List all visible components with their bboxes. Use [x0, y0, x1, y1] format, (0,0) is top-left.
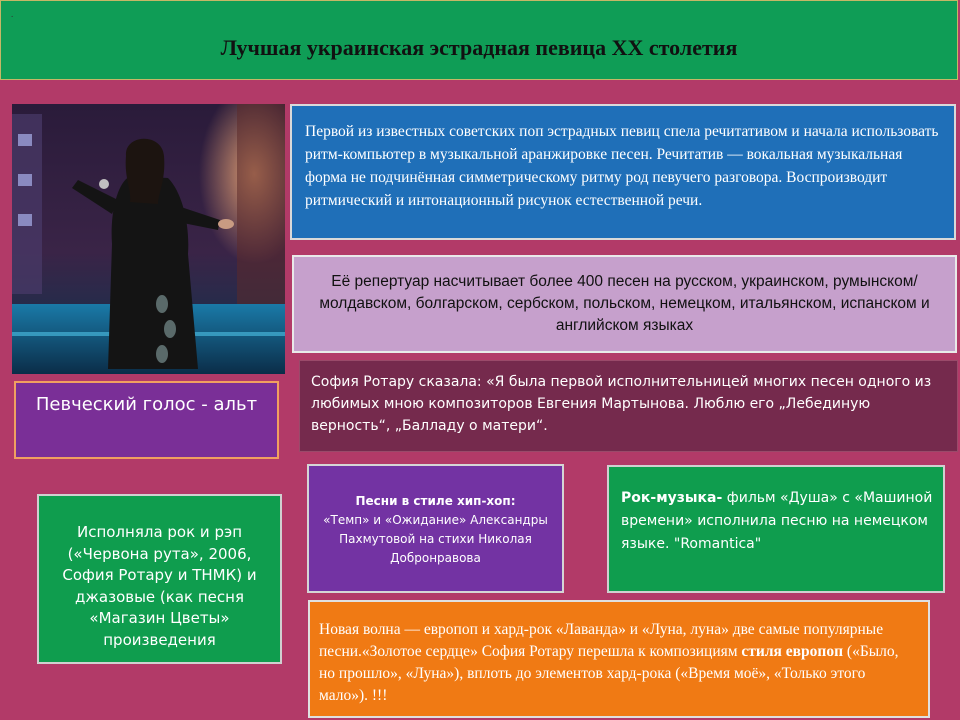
- hip-hop-box: [307, 464, 564, 593]
- new-wave-text-bold: стиля европоп: [741, 643, 844, 660]
- rock-rap-box: Исполняла рок и рэп («Червона рута», 2006, София Ротару и ТНМК) и джазовые (как песня «Магазин Цветы» произведения: [37, 494, 282, 664]
- new-wave-box: [308, 600, 930, 718]
- singer-photo: [12, 104, 285, 374]
- hip-hop-heading: Песни в стиле хип-хоп:: [355, 494, 516, 508]
- recitative-box: Первой из известных советских поп эстрадных певиц спела речитативом и начала использовать ритм-компьютер в музыкальной аранжировке песен. Речитатив — вокальная музыкальная форма не подчинённая симметрическому ритму род певучего разговора. Воспроизводит ритмический и интонационный рисунок естественной речи.: [290, 104, 956, 240]
- quote-box: София Ротару сказала: «Я была первой исполнительницей многих песен одного из любимых мною композиторов Евгения Мартынова. Люблю его „Лебединую верность“, „Балладу о матери“.: [299, 360, 958, 452]
- hip-hop-body: «Темп» и «Ожидание» Александры Пахмутовой на стихи Николая Добронравова: [323, 513, 548, 565]
- new-wave-text-end: («Было, но прошло», «Луна»), вплоть до элементов хард-рока («Время моё», «Только этого мало»). !!!: [319, 643, 899, 704]
- new-wave-text-start: Новая волна — европоп и хард-рок «Лаванда» и «Луна, луна» две самые популярные песни.«Золотое сердце» София Ротару перешла к композициям: [319, 621, 884, 660]
- title-bar: [0, 0, 958, 80]
- rock-music-heading: Рок-музыка-: [621, 490, 723, 506]
- rock-music-body: фильм «Душа» с «Машиной времени» исполнила песню на немецком языке. "Romantica": [621, 490, 933, 552]
- title-marker: .: [11, 9, 14, 19]
- voice-type-box: Певческий голос - альт: [14, 381, 279, 459]
- singer-photo-image: [12, 104, 285, 374]
- repertoire-box: Её репертуар насчитывает более 400 песен на русском, украинском, румынском/молдавском, болгарском, сербском, польском, немецком, итальянском, испанском и английском языках: [292, 255, 957, 353]
- slide-title: Лучшая украинская эстрадная певица ХХ столетия: [220, 35, 738, 60]
- rock-music-box: [607, 465, 945, 593]
